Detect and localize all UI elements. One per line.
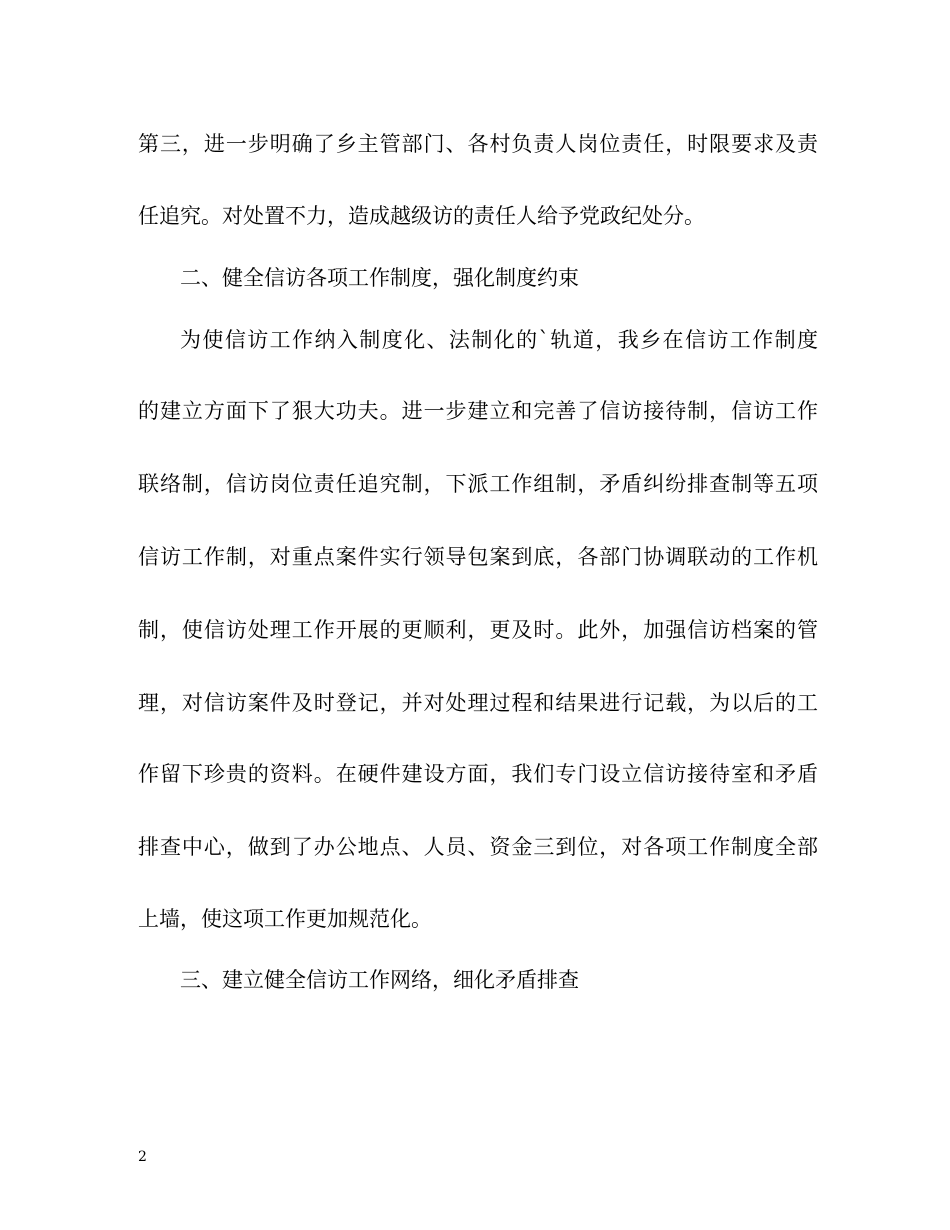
text-line: 上墙，使这项工作更加规范化。 [138,907,432,931]
text-line: 第三，进一步明确了乡主管部门、各村负责人岗位责任，时限要求及责 [138,132,818,156]
text-line: 排查中心，做到了办公地点、人员、资金三到位，对各项工作制度全部 [138,835,818,859]
text-line: 理，对信访案件及时登记，并对处理过程和结果进行记载，为以后的工 [138,691,818,715]
text-line: 为使信访工作纳入制度化、法制化的`轨道，我乡在信访工作制度 [180,328,818,352]
section-heading: 二、健全信访各项工作制度，强化制度约束 [180,266,579,290]
text-line: 制，使信访处理工作开展的更顺利，更及时。此外，加强信访档案的管 [138,618,818,642]
text-line: 联络制，信访岗位责任追究制，下派工作组制，矛盾纠纷排查制等五项 [138,472,818,496]
text-line: 任追究。对处置不力，造成越级访的责任人给予党政纪处分。 [138,204,705,228]
text-line: 信访工作制，对重点案件实行领导包案到底，各部门协调联动的工作机 [138,545,818,569]
page-number: 2 [138,1149,147,1165]
text-line: 的建立方面下了狠大功夫。进一步建立和完善了信访接待制，信访工作 [138,399,818,423]
text-line: 作留下珍贵的资料。在硬件建设方面，我们专门设立信访接待室和矛盾 [138,762,818,786]
section-heading: 三、建立健全信访工作网络，细化矛盾排查 [180,968,579,992]
